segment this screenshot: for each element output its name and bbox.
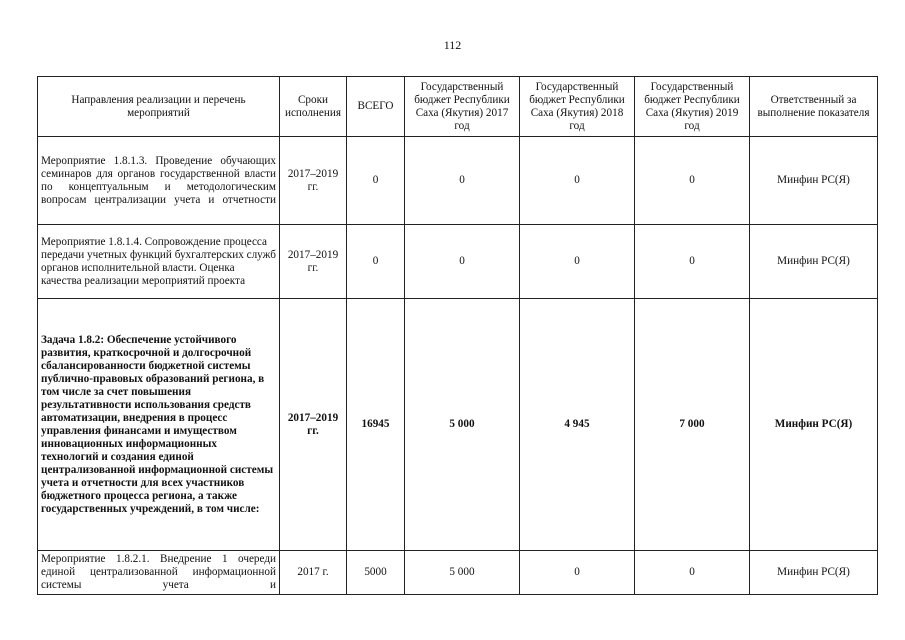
table-row: [38, 137, 878, 225]
header-directions: Направления реализации и перечень мероприятий: [38, 77, 280, 137]
budget-2018-cell: 4 945: [520, 299, 635, 551]
budget-2019-cell: 0: [635, 225, 750, 299]
task-name: Задача 1.8.2: Обеспечение устойчивого развития, краткосрочной и долгосрочной сбалансированности бюджетной системы публично-правовых образований региона, в том числе за счет повышения результативности использования средств автоматизации, внедрения в процесс управления финансами и имуществом инновационных информационных технологий и создания единой централизованной информационной системы учета и отчетности для всех участников бюджетного процесса региона, а также государственных учреждений, в том числе:: [38, 299, 280, 551]
budget-2017-cell: 0: [405, 225, 520, 299]
header-responsible: Ответственный за выполнение показателя: [750, 77, 878, 137]
period-cell: 2017–2019 гг.: [280, 225, 347, 299]
budget-2018-cell: 0: [520, 137, 635, 225]
header-budget-2018: Государственный бюджет Республики Саха (Якутия) 2018 год: [520, 77, 635, 137]
activity-name: Мероприятие 1.8.1.3. Проведение обучающих семинаров для органов государственной власти по концептуальным и методологическим вопросам централизации учета и отчетности: [38, 137, 280, 225]
header-total: ВСЕГО: [347, 77, 405, 137]
responsible-cell: Минфин РС(Я): [750, 225, 878, 299]
budget-2019-cell: 7 000: [635, 299, 750, 551]
total-cell: 0: [347, 137, 405, 225]
total-cell: 5000: [347, 551, 405, 595]
budget-2018-cell: 0: [520, 225, 635, 299]
page-number: 112: [443, 38, 462, 52]
period-cell: 2017 г.: [280, 551, 347, 595]
period-cell: 2017–2019 гг.: [280, 137, 347, 225]
budget-2017-cell: 5 000: [405, 299, 520, 551]
budget-2018-cell: 0: [520, 551, 635, 595]
period-cell: 2017–2019 гг.: [280, 299, 347, 551]
total-cell: 16945: [347, 299, 405, 551]
responsible-cell: Минфин РС(Я): [750, 299, 878, 551]
budget-2017-cell: 0: [405, 137, 520, 225]
header-period: Сроки исполнения: [280, 77, 347, 137]
header-budget-2017: Государственный бюджет Республики Саха (Якутия) 2017 год: [405, 77, 520, 137]
table-row: [38, 551, 878, 595]
budget-table: [37, 76, 878, 595]
header-row: [38, 77, 878, 137]
responsible-cell: Минфин РС(Я): [750, 137, 878, 225]
table-row: [38, 225, 878, 299]
responsible-cell: Минфин РС(Я): [750, 551, 878, 595]
activity-name: Мероприятие 1.8.2.1. Внедрение 1 очереди единой централизованной информационной системы учета и: [38, 551, 280, 595]
budget-2019-cell: 0: [635, 551, 750, 595]
budget-2017-cell: 5 000: [405, 551, 520, 595]
activity-name: Мероприятие 1.8.1.4. Сопровождение процесса передачи учетных функций бухгалтерских служб органов исполнительной власти. Оценка качества реализации мероприятий проекта: [38, 225, 280, 299]
total-cell: 0: [347, 225, 405, 299]
table-row-task: [38, 299, 878, 551]
budget-2019-cell: 0: [635, 137, 750, 225]
header-budget-2019: Государственный бюджет Республики Саха (Якутия) 2019 год: [635, 77, 750, 137]
